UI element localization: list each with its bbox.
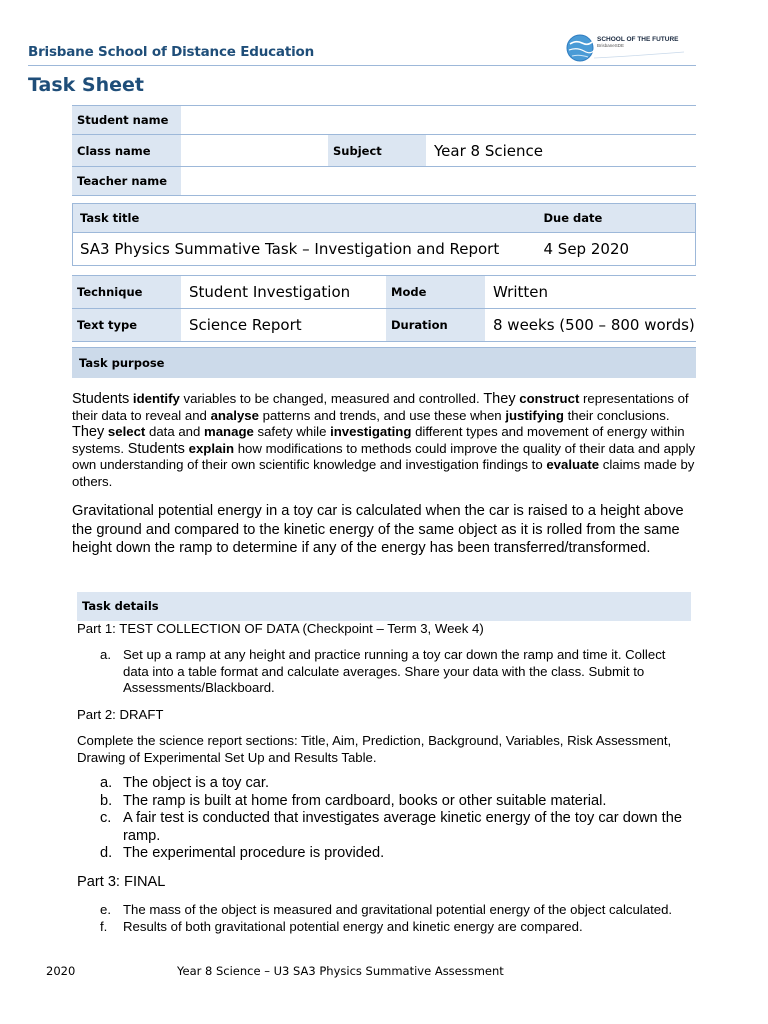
student-info-table (72, 105, 696, 196)
technique-table (72, 275, 696, 342)
mode-value: Written (485, 276, 696, 309)
part2-heading: Part 2: DRAFT (77, 707, 164, 722)
part3-list (77, 902, 677, 935)
text-type-value: Science Report (181, 309, 386, 342)
subject-value: Year 8 Science (426, 135, 696, 167)
teacher-name-label: Teacher name (72, 167, 181, 196)
task-title-table (72, 203, 696, 266)
list-item: b. The ramp is built at home from cardboard, books or other suitable material. (100, 792, 607, 809)
task-details-label: Task details (82, 599, 159, 613)
school-name: Brisbane School of Distance Education (28, 44, 314, 60)
part2-intro: Complete the science report sections: Title, Aim, Prediction, Background, Variables, Risk Assessment, Drawing of Experimental Set Up and Results Table. (77, 733, 672, 765)
teacher-name-field[interactable] (181, 167, 696, 196)
logo-text: SCHOOL OF THE FUTURE (597, 36, 679, 43)
due-date-label: Due date (537, 204, 696, 233)
task-purpose-paragraph: Students identify variables to be changed, measured and controlled. They construct representations of their data to reveal and analyse patterns and trends, and use these when justifying their conclusions. They select data and manage safety while investigating different types and movement of energy within systems. Students explain how modifications to methods could improve the quality of their data and apply own understanding of their own scientific knowledge and investigation findings to evaluate claims made by others. (72, 391, 696, 489)
duration-value: 8 weeks (500 – 800 words) (485, 309, 696, 342)
class-name-field[interactable] (181, 135, 328, 167)
class-name-label: Class name (72, 135, 181, 167)
part3-heading: Part 3: FINAL (77, 874, 166, 890)
task-purpose-header (72, 347, 696, 378)
logo-subtext: BrisbaneSDE (597, 43, 625, 48)
student-name-field[interactable] (181, 106, 696, 135)
part2-list (77, 775, 697, 863)
school-logo (564, 30, 688, 66)
due-date-value: 4 Sep 2020 (537, 233, 696, 266)
list-item: d. The experimental procedure is provided. (100, 845, 385, 861)
mode-label: Mode (386, 276, 485, 309)
task-title-value: SA3 Physics Summative Task – Investigation and Report (73, 233, 537, 266)
list-item: c. A fair test is conducted that investigates average kinetic energy of the toy car down the ramp. (100, 810, 682, 844)
task-details-header (77, 592, 691, 621)
subject-label: Subject (328, 135, 426, 167)
part1-heading: Part 1: TEST COLLECTION OF DATA (Checkpoint – Term 3, Week 4) (77, 621, 484, 636)
page-header (28, 36, 696, 66)
list-item: e. The mass of the object is measured and gravitational potential energy of the object calculated. (100, 902, 673, 917)
list-item: a. The object is a toy car. (100, 775, 270, 791)
duration-label: Duration (386, 309, 485, 342)
footer-course: Year 8 Science – U3 SA3 Physics Summative Assessment (177, 964, 504, 978)
energy-description-paragraph: Gravitational potential energy in a toy car is calculated when the car is raised to a height above the ground and compared to the kinetic energy of the same object as it is rolled from the same height down the ramp to determine if any of the energy has been transferred/transformed. (72, 503, 684, 556)
list-item: a. Set up a ramp at any height and practice running a toy car down the ramp and time it. Collect data into a table format and calculate averages. Share your data with the class. Submit to Assessments/Blackboard. (100, 647, 666, 695)
part1-list (77, 647, 677, 697)
page-title: Task Sheet (28, 74, 144, 96)
text-type-label: Text type (72, 309, 181, 342)
technique-value: Student Investigation (181, 276, 386, 309)
technique-label: Technique (72, 276, 181, 309)
footer-year: 2020 (46, 964, 76, 978)
student-name-label: Student name (72, 106, 181, 135)
task-purpose-label: Task purpose (79, 356, 165, 370)
list-item: f. Results of both gravitational potential energy and kinetic energy are compared. (100, 918, 583, 934)
task-title-label: Task title (73, 204, 537, 233)
